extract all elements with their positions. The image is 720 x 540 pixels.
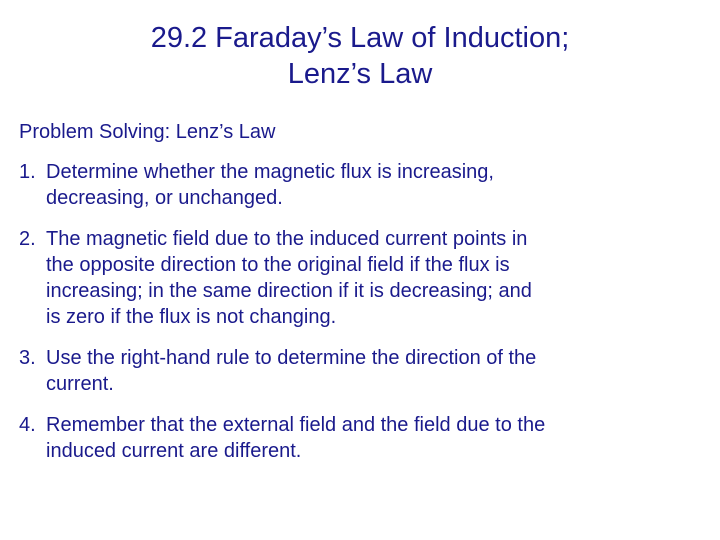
step-text <box>46 226 704 330</box>
step-number: 2. <box>19 228 36 250</box>
step-line: Determine whether the magnetic flux is increasing, <box>46 161 494 183</box>
step-item <box>19 159 704 211</box>
subheading: Problem Solving: Lenz’s Law <box>19 121 276 143</box>
step-text <box>46 412 704 464</box>
step-line: the opposite direction to the original field if the flux is <box>46 254 510 276</box>
step-line: decreasing, or unchanged. <box>46 187 283 209</box>
step-line: is zero if the flux is not changing. <box>46 306 337 328</box>
step-item <box>19 412 704 464</box>
step-item <box>19 226 704 330</box>
slide-title <box>40 20 680 92</box>
step-number: 4. <box>19 414 36 436</box>
step-line: increasing; in the same direction if it is decreasing; and <box>46 280 532 302</box>
step-line: The magnetic field due to the induced current points in <box>46 228 528 250</box>
step-text <box>46 345 704 397</box>
step-item <box>19 345 704 397</box>
title-line-2: Lenz’s Law <box>287 58 433 90</box>
step-number: 1. <box>19 161 36 183</box>
step-line: Remember that the external field and the field due to the <box>46 414 546 436</box>
step-line: current. <box>46 373 114 395</box>
step-line: induced current are different. <box>46 440 302 462</box>
title-line-1: 29.2 Faraday’s Law of Induction; <box>150 22 570 54</box>
step-number: 3. <box>19 347 36 369</box>
step-line: Use the right-hand rule to determine the direction of the <box>46 347 537 369</box>
slide-body <box>19 119 704 479</box>
step-text <box>46 159 704 211</box>
